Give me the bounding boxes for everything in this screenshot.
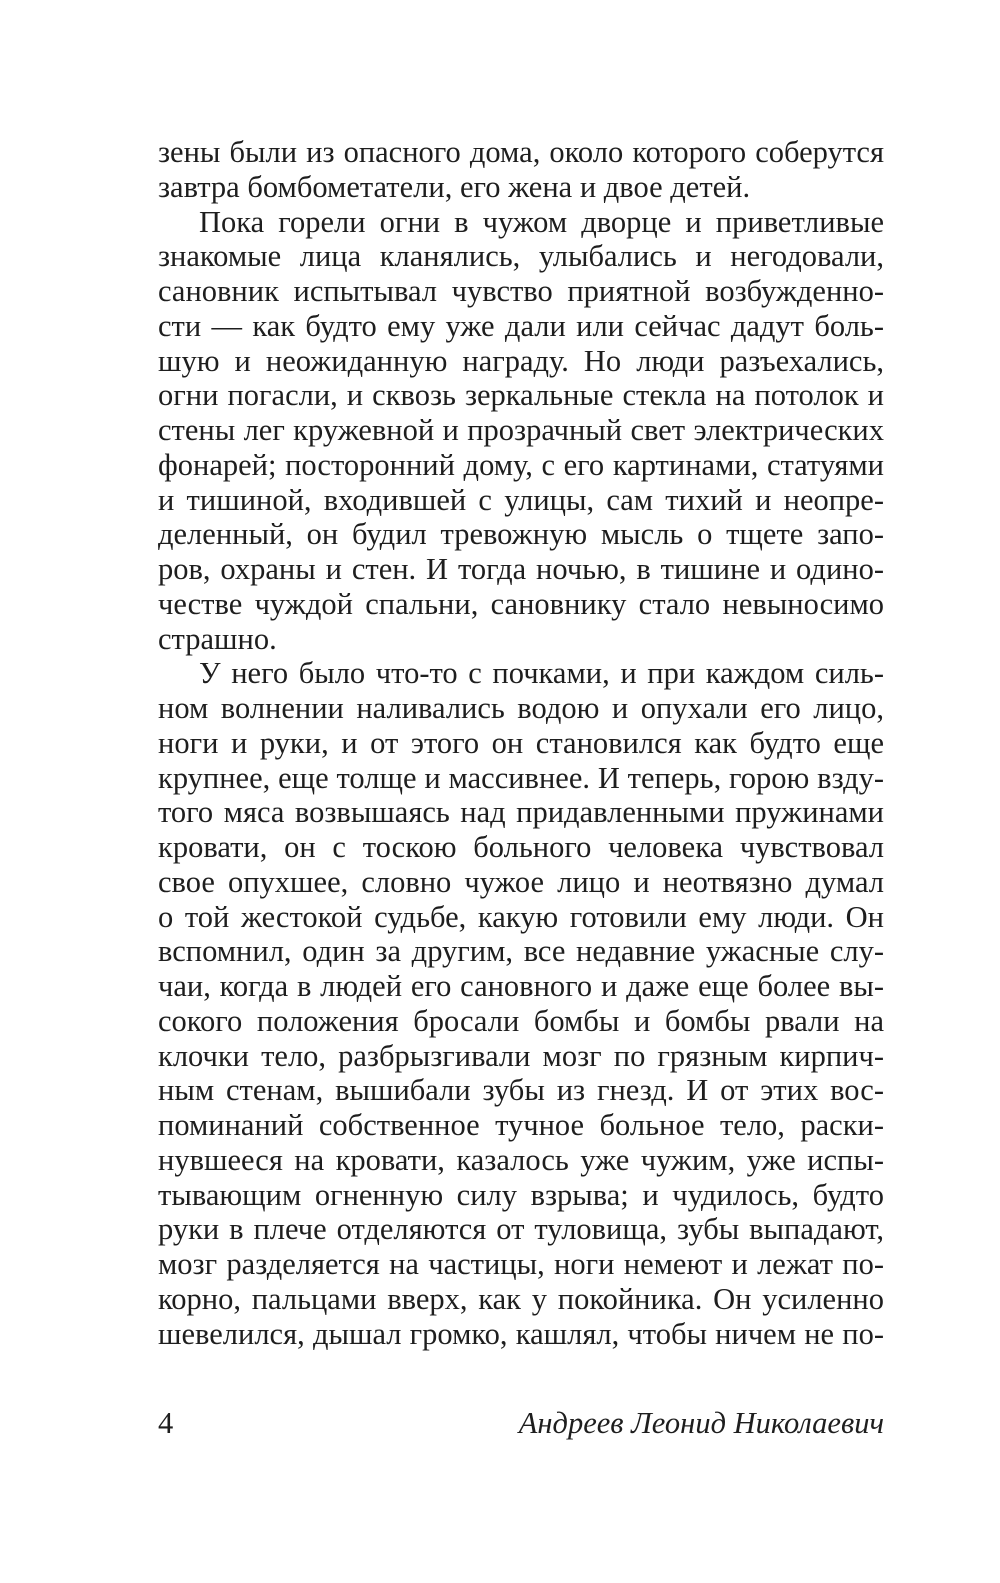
text-line: сти — как будто ему уже дали или сейчас дадут боль- [158, 308, 884, 343]
text-line: кровати, он с тоскою больного человека чувствовал [158, 830, 884, 864]
text-line: огни погасли, и сквозь зеркальные стекла на потолок и [158, 378, 884, 413]
running-title: Андреев Леонид Николаевич [518, 1406, 884, 1440]
text-line: ном волнении наливались водою и опухали его лицо, [158, 691, 884, 725]
text-line: честве чуждой спальни, сановнику стало невыносимо [158, 586, 884, 621]
text-line: фонарей; посторонний дому, с его картинами, статуями [158, 447, 884, 482]
text-line: страшно. [158, 621, 277, 656]
text-line: нувшееся на кровати, казалось уже чужим, уже испы- [158, 1142, 884, 1177]
text-line: о той жестокой судьбе, какую готовили ему люди. Он [158, 899, 884, 934]
text-line: вспомнил, один за другим, все недавние ужасные слу- [158, 934, 884, 969]
text-line: зены были из опасного дома, около которого соберутся [158, 135, 884, 169]
text-line: тывающим огненную силу взрыва; и чудилось, будто [158, 1177, 884, 1212]
text-line: клочки тело, разбрызгивали мозг по грязным кирпич- [158, 1038, 884, 1073]
text-line: шевелился, дышал громко, кашлял, чтобы ничем не по- [158, 1316, 884, 1351]
text-line: знакомые лица кланялись, улыбались и негодовали, [158, 239, 884, 274]
text-line: ным стенам, вышибали зубы из гнезд. И от этих вос- [158, 1073, 884, 1108]
text-line: ноги и руки, и от этого он становился как будто еще [158, 725, 884, 760]
text-line: завтра бомбометатели, его жена и двое детей. [158, 169, 751, 204]
text-line: чаи, когда в людей его сановного и даже еще более вы- [158, 969, 884, 1003]
page-number: 4 [158, 1406, 174, 1440]
text-line: корно, пальцами вверх, как у покойника. Он усиленно [158, 1281, 884, 1316]
text-line: деленный, он будил тревожную мысль о тщете запо- [158, 517, 884, 552]
text-line: поминаний собственное тучное больное тело, раски- [158, 1108, 884, 1142]
text-line: ров, охраны и стен. И тогда ночью, в тишине и одино- [158, 552, 884, 586]
text-line: и тишиной, входившей с улицы, сам тихий и неопре- [158, 482, 884, 517]
text-line: мозг разделяется на частицы, ноги немеют и лежат по- [158, 1247, 884, 1281]
text-line: свое опухшее, словно чужое лицо и неотвязно думал [158, 864, 884, 899]
text-line: стены лег кружевной и прозрачный свет электрических [158, 413, 884, 447]
text-line: сокого положения бросали бомбы и бомбы рвали на [158, 1003, 884, 1038]
text-line: У него было что-то с почками, и при каждом силь- [199, 656, 884, 691]
text-line: Пока горели огни в чужом дворце и приветливые [199, 204, 884, 239]
text-line: сановник испытывал чувство приятной возбужденно- [158, 274, 884, 308]
text-line: крупнее, еще толще и массивнее. И теперь, горою взду- [158, 760, 884, 795]
text-line: руки в плече отделяются от туловища, зубы выпадают, [158, 1212, 884, 1247]
text-line: того мяса возвышаясь над придавленными пружинами [158, 795, 884, 830]
text-line: шую и неожиданную награду. Но люди разъехались, [158, 343, 884, 378]
